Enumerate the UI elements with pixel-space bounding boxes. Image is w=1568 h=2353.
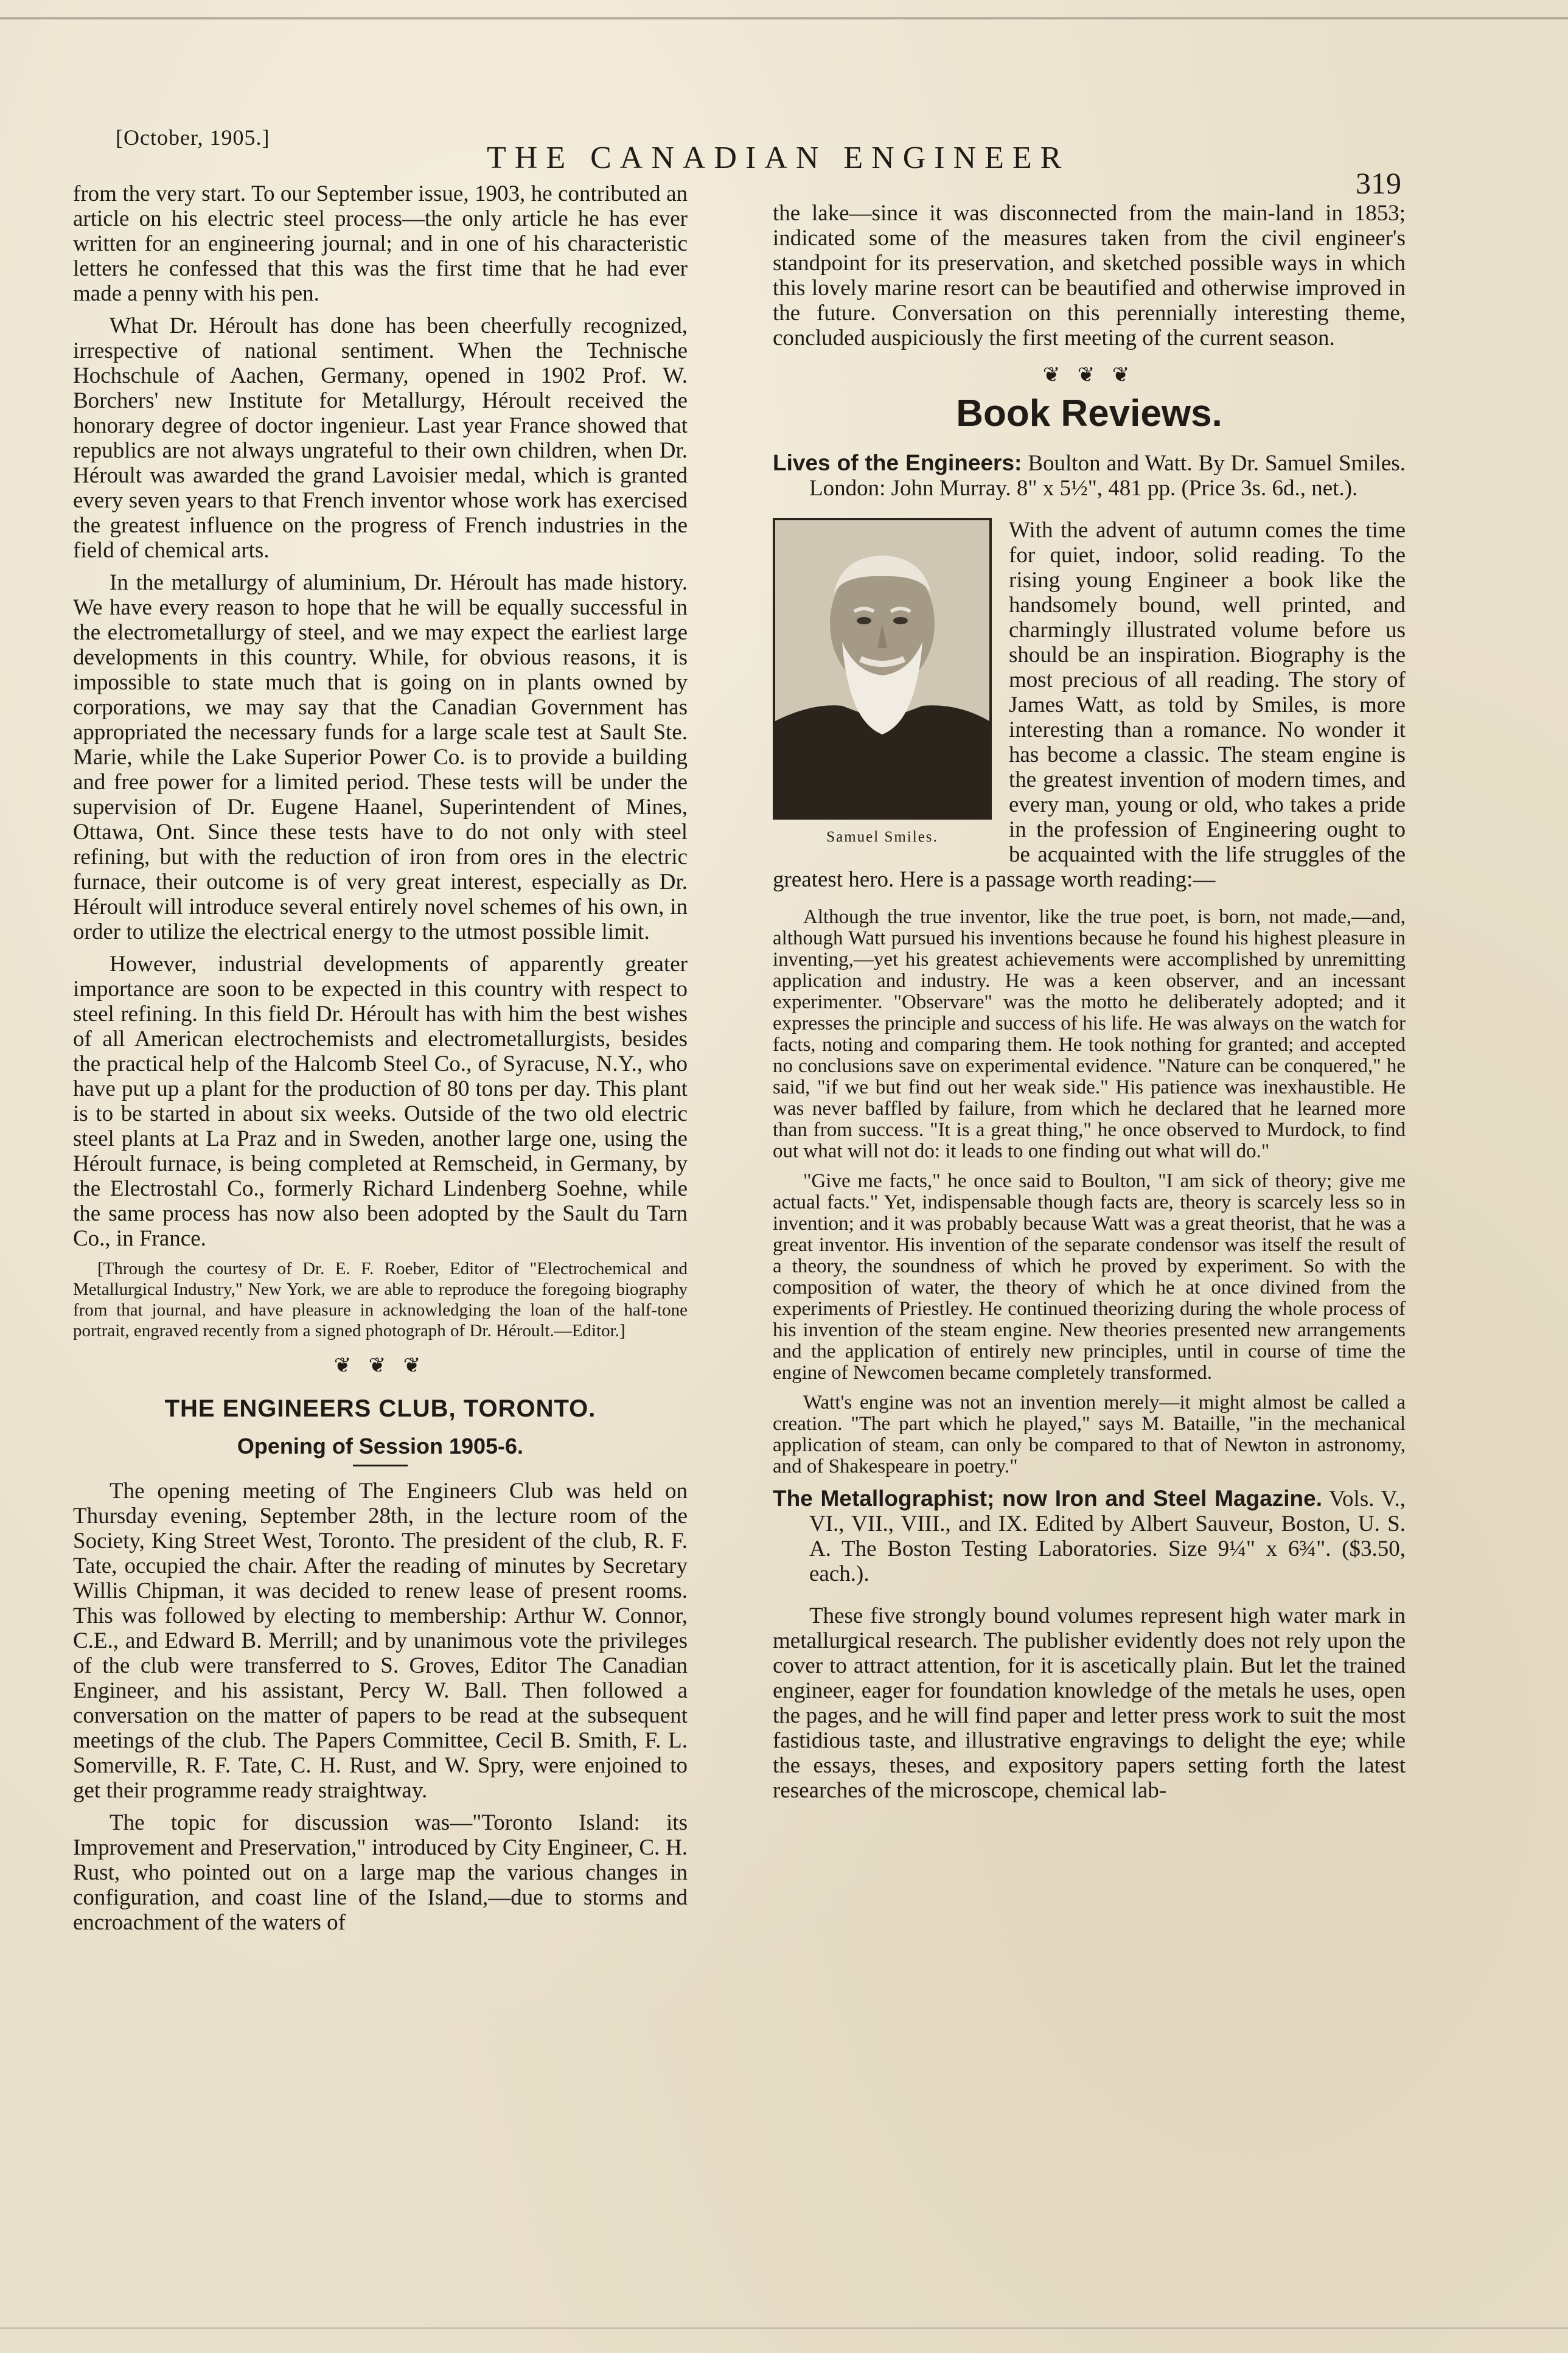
top-rule <box>0 17 1568 19</box>
club-subheading: Opening of Session 1905-6. <box>237 1434 524 1459</box>
quoted-passage <box>773 907 1406 1477</box>
review-details: Vols. V., VI., VII., VIII., and IX. Edited by Albert Sauveur, Boston, U. S. A. The Boston Testing Laboratories. Size 9¼" x 6¾". ($3.50, each.). <box>809 1487 1406 1586</box>
portrait-image <box>773 518 992 820</box>
quote-paragraph: Watt's engine was not an invention merely—it might almost be called a creation. "The part which he played," says M. Bataille, "in the mechanical application of steam, can only be compared to that of Newton in astronomy, and of Shakespeare in poetry." <box>773 1392 1406 1477</box>
review-title: The Metallographist; now Iron and Steel Magazine. <box>773 1486 1323 1511</box>
left-column <box>73 181 688 1942</box>
club-paragraph: The opening meeting of The Engineers Club was held on Thursday evening, September 28th, in the lecture room of the Society, King Street West, Toronto. The president of the club, R. F. Tate, occupied the chair. After the reading of minutes by Secretary Willis Chipman, it was decided to renew lease of present rooms. This was followed by electing to membership: Arthur W. Connor, C.E., and Edward B. Merrill; and by unanimous vote the privileges of the club were transferred to S. Groves, Editor The Canadian Engineer, and his assistant, Percy W. Ball. Then followed a conversation on the matter of papers to be read at the subsequent meetings of the club. The Papers Committee, Cecil B. Smith, F. L. Somerville, R. F. Tate, C. H. Rust, and W. Spry, were enjoined to get their programme ready straightway. <box>73 1479 688 1803</box>
portrait-figure <box>773 518 992 849</box>
portrait-engraving <box>775 520 989 817</box>
article-paragraph: from the very start. To our September issue, 1903, he contributed an article on his electric steel process—the only article he has ever written for an engineering journal; and in one of his characteristic letters he confessed that this was the first time that he had ever made a penny with his pen. <box>73 181 688 306</box>
review-heading <box>773 1486 1406 1586</box>
section-ornament: ❦ ❦ ❦ <box>333 1354 427 1377</box>
right-column <box>773 201 1406 1810</box>
article-paragraph: However, industrial developments of apparently greater importance are soon to be expected in this country with respect to steel refining. In this field Dr. Héroult has with him the best wishes of all American electrochemists and electrometallurgists, besides the practical help of the Halcomb Steel Co., of Syracuse, N.Y., who have put up a plant for the production of 80 tons per day. This plant is to be started in about six weeks. Outside of the two old electric steel plants at La Praz and in Sweden, another large one, using the Héroult furnace, is being completed at Remscheid, in Germany, by the Electrostahl Co., formerly Richard Lindenberg Soehne, while the same process has now also been adopted by the Sault du Tarn Co., in France. <box>73 952 688 1251</box>
review-intro: With the advent of autumn comes the time for quiet, indoor, solid reading. To the rising young Engineer a book like the handsomely bound, well printed, and charmingly illustrated volume before us should be an inspiration. Biography is the most precious of all reading. The story of James Watt, as told by Smiles, is more interesting than a romance. No wonder it has become a classic. The steam engine is the greatest invention of modern times, and every man, young or old, who takes a pride in the profession of Engineering ought to be acquainted with the life struggles of the greatest hero. Here is a passage worth reading:— <box>773 518 1406 892</box>
review-details: Boulton and Watt. By Dr. Samuel Smiles. London: John Murray. 8" x 5½", 481 pp. (Price 3s. 6d., net.). <box>809 451 1406 501</box>
club-heading: THE ENGINEERS CLUB, TORONTO. <box>164 1395 596 1422</box>
article-paragraph: What Dr. Héroult has done has been cheerfully recognized, irrespective of national sentiment. When the Technische Hochschule of Aachen, Germany, opened in 1902 Prof. W. Borchers' new Institute for Metallurgy, Héroult received the honorary degree of doctor ingenieur. Last year France showed that republics are not always ungrateful to their own children, when Dr. Héroult was awarded the grand Lavoisier medal, which is granted every seven years to that French inventor whose work has exercised the greatest influence on the progress of French industries in the field of chemical arts. <box>73 313 688 563</box>
journal-title: THE CANADIAN ENGINEER <box>487 141 1070 175</box>
review-body: These five strongly bound volumes represent high water mark in metallurgical research. The publisher evidently does not rely upon the cover to attract attention, for it is ascetically plain. But let the trained engineer, eager for foundation knowledge of the metals he uses, open the pages, and he will find paper and letter press work to suit the most fastidious taste, and illustrative engravings to delight the eye; while the essays, theses, and expository papers setting forth the latest researches of the microscope, chemical lab- <box>773 1603 1406 1803</box>
quote-paragraph: "Give me facts," he once said to Boulton, "I am sick of theory; give me actual facts." Yet, indispensable though facts are, theory is scarcely less so in invention; and it was probably because Watt was a great theorist, that he was a great inventor. His invention of the separate condensor was itself the result of a theory, the soundness of which he proved by experiment. So with the composition of water, the theory of which he at once divined from the experiments of Priestley. He continued theorizing during the whole process of his invention of the steam engine. New theories presented new arrangements and the application of entirely new principles, until in course of time the engine of Newcomen became completely transformed. <box>773 1170 1406 1384</box>
subheading-rule <box>353 1465 408 1466</box>
section-ornament: ❦ ❦ ❦ <box>1042 364 1136 386</box>
club-paragraph: The topic for discussion was—"Toronto Island: its Improvement and Preservation," introduced by City Engineer, C. H. Rust, who pointed out on a large map the various changes in configuration, and coast line of the Island,—due to storms and encroachment of the waters of <box>73 1810 688 1935</box>
review-heading <box>773 450 1406 501</box>
review-title: Lives of the Engineers: <box>773 450 1022 475</box>
quote-paragraph: Although the true inventor, like the true poet, is born, not made,—and, although Watt pursued his inventions because he found his highest pleasure in inventing,—yet his greatest achievements were accomplished by unremitting application and industry. He was a keen observer, and an incessant experimenter. "Observare" was the motto he deliberately adopted; and it expresses the principle and success of his life. He was always on the watch for facts, noting and comparing them. He took nothing for granted; and accepted no conclusions save on experimental evidence. "Nature can be conquered," he said, "if we but find out her weak side." His patience was inexhaustible. He was never baffled by failure, from which he declared that he learned more than from success. "It is a great thing," he once observed to Murdock, to find out what will not do: it leads to one finding out what will do." <box>773 906 1406 1162</box>
issue-date: [October, 1905.] <box>116 125 270 150</box>
portrait-caption: Samuel Smiles. <box>826 829 938 845</box>
book-reviews-heading: Book Reviews. <box>956 392 1222 434</box>
bottom-edge <box>0 2327 1568 2329</box>
club-continuation: the lake—since it was disconnected from the main-land in 1853; indicated some of the measures taken from the civil engineer's standpoint for its preservation, and sketched possible ways in which this lovely marine resort can be beautified and otherwise improved in the future. Conversation on this perennially interesting theme, concluded auspiciously the first meeting of the current season. <box>773 201 1406 350</box>
editor-footnote: [Through the courtesy of Dr. E. F. Roeber, Editor of "Electrochemical and Metallurgical Industry," New York, we are able to reproduce the foregoing biography from that journal, and have pleasure in acknowledging the loan of the half-tone portrait, engraved recently from a signed photograph of Dr. Héroult.—Editor.] <box>73 1259 688 1340</box>
article-paragraph: In the metallurgy of aluminium, Dr. Héroult has made history. We have every reason to hope that he will be equally successful in the electrometallurgy of steel, and we may expect the earliest large developments in this country. While, for obvious reasons, it is impossible to state much that is going on in plants owned by corporations, we may say that the Canadian Government has appropriated the necessary funds for a large scale test at Sault Ste. Marie, while the Lake Superior Power Co. is to provide a building and free power for a limited period. These tests will be under the supervision of Dr. Eugene Haanel, Superintendent of Mines, Ottawa, Ont. Since these tests have to do not only with steel refining, but with the reduction of iron from ores in the electric furnace, their outcome is of very great interest, especially as Dr. Héroult will introduce several entirely novel schemes of his own, in order to utilize the electrical energy to the utmost possible limit. <box>73 570 688 944</box>
page-number: 319 <box>1356 166 1401 200</box>
